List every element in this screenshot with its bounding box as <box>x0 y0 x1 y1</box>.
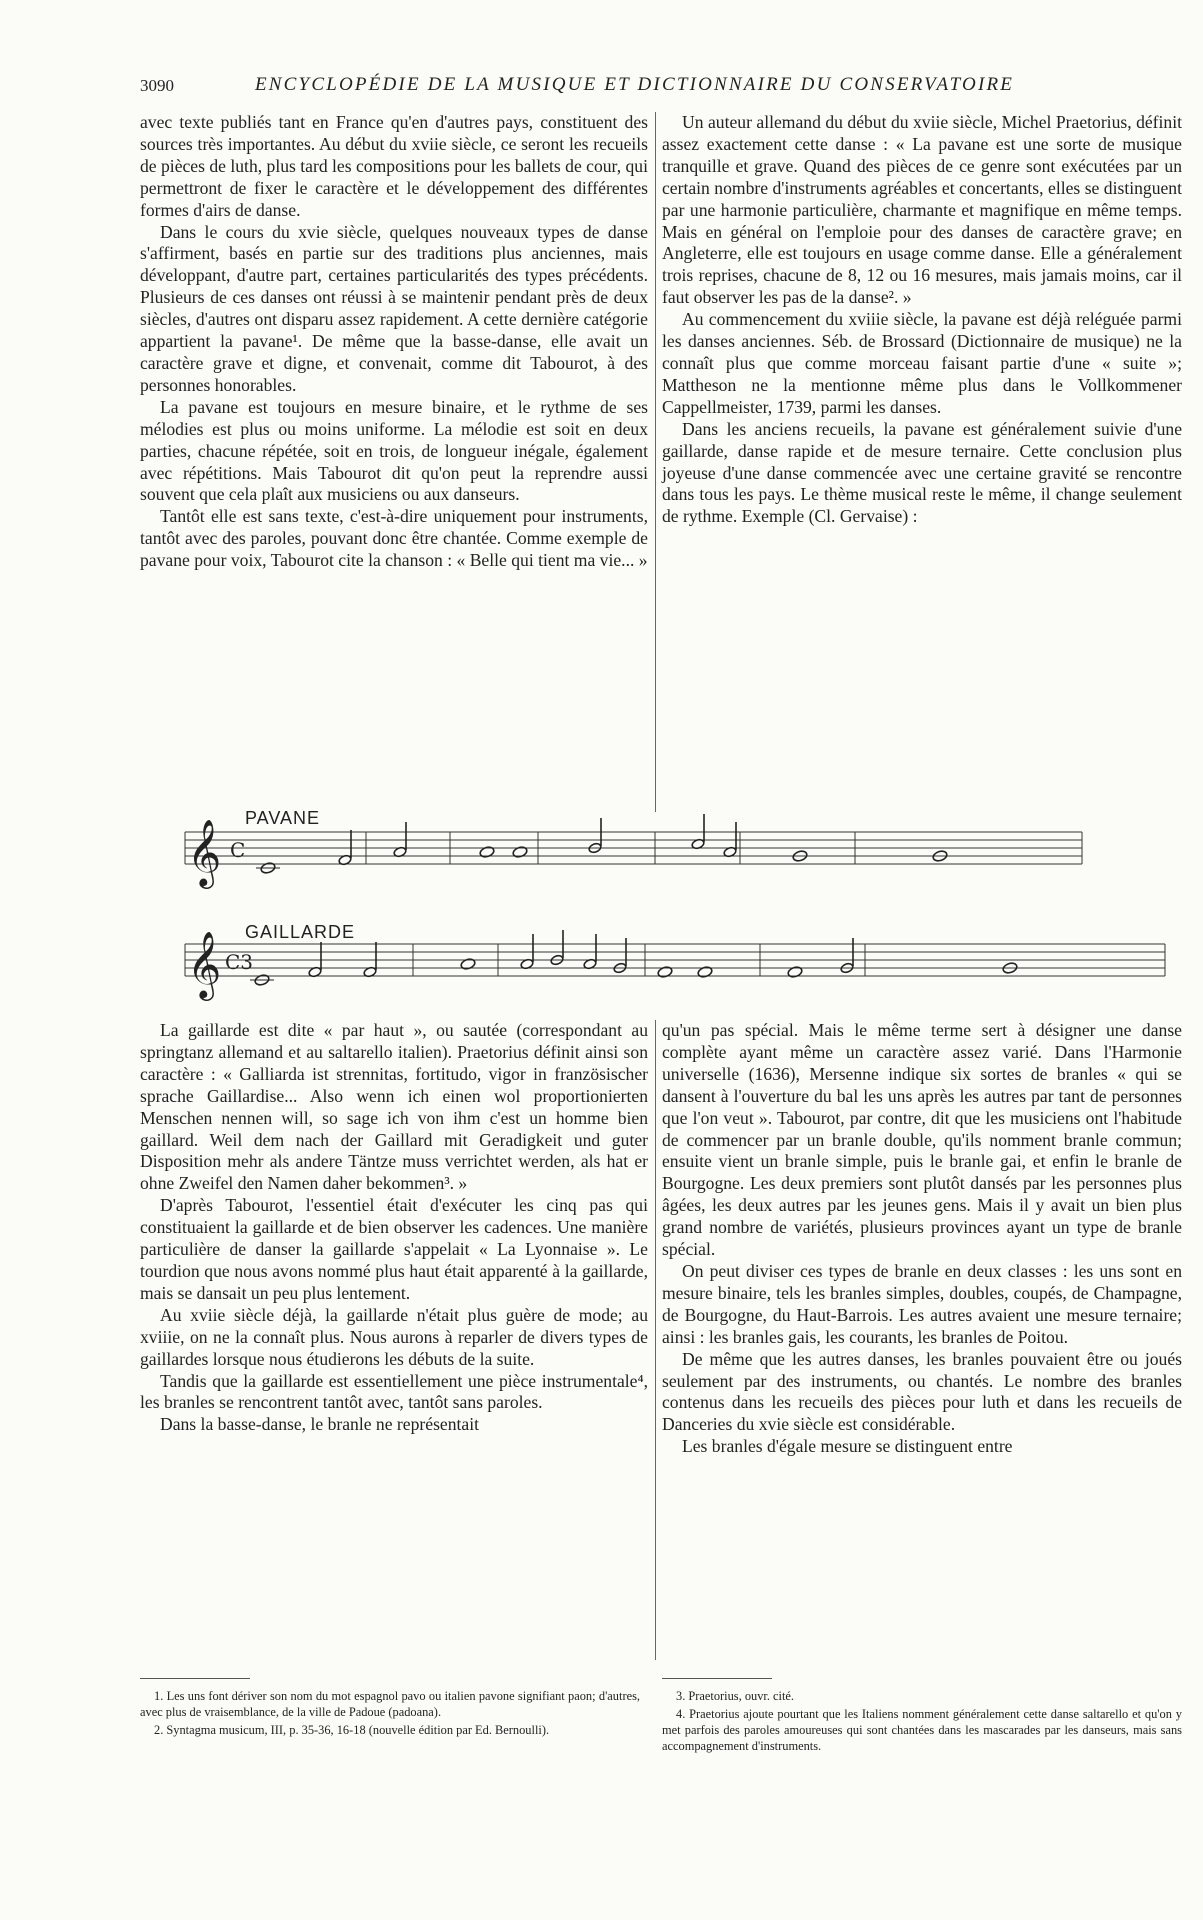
staff-pavane <box>185 832 1082 864</box>
footnote: 3. Praetorius, ouvr. cité. <box>676 1689 795 1703</box>
triple-time-icon <box>225 950 253 974</box>
paragraph: La pavane est toujours en mesure binaire, et le rythme de ses mélodies est plus ou moins uniforme. La mélodie est soit en deux parties, chacune répétée, soit en trois, de longueur inégale, également avec répétitions. Mais Tabourot dit qu'on peut la reprendre aussi souvent que cela plaît aux musiciens ou aux danseurs. <box>140 396 648 505</box>
footnote-rule <box>140 1678 250 1679</box>
treble-clef-icon <box>187 818 221 889</box>
paragraph: Un auteur allemand du début du xviie siècle, Michel Praetorius, définit assez exactement cette danse : « La pavane est une sorte de musique tranquille et grave. Quand des pièces de ce genre sont exécutées par un certain nombre d'instruments agréables et concertants, elles se distinguent par une harmonie particulière, charmante et magnifique en même temps. Mais en général on l'emploie pour des danses de caractère grave; en Angleterre, elle est toujours en usage comme danse. Elle a généralement trois reprises, chacune de 8, 12 ou 16 mesures, mais jamais moins, car il faut observer les pas de la danse². » <box>662 112 1182 308</box>
paragraph: Au commencement du xviiie siècle, la pavane est déjà reléguée parmi les danses anciennes. Séb. de Brossard (Dictionnaire de musique) ne la connaît plus que comme morceau faisant partie d'une « suite »; Mattheson ne la mentionne même plus dans le Vollkommener Cappellmeister, 1739, parmi les danses. <box>662 309 1182 417</box>
paragraph: Au xviie siècle déjà, la gaillarde n'était plus guère de mode; au xviiie, on ne la connaît plus. Nous aurons à reparler de divers types de gaillardes lorsque nous étudierons les débuts de la suite. <box>140 1304 648 1369</box>
page-title: ENCYCLOPÉDIE DE LA MUSIQUE ET DICTIONNAIRE DU CONSERVATOIRE <box>255 74 1015 95</box>
column-divider <box>655 1020 656 1660</box>
right-column-bottom <box>662 1020 1182 1458</box>
pavane-notes <box>256 814 948 874</box>
footnotes-right <box>662 1688 1182 1756</box>
paragraph: Dans le cours du xvie siècle, quelques nouveaux types de danse s'affirment, basés en partie sur des traditions plus anciennes, mais développant, d'autre part, certaines particularités des types précédents. Plusieurs de ces danses ont réussi à se maintenir pendant près de deux siècles, d'autres ont disparu assez rapidement. A cette dernière catégorie appartient la pavane¹. De même que la basse-danse, elle avait un caractère grave et digne, et convenait, comme dit Tabourot, à des personnes honorables. <box>140 221 648 395</box>
paragraph: De même que les autres danses, les branles pouvaient être ou joués seulement par des instruments, ou chantés. Le nombre des branles contenus dans les recueils des pièces pour luth et dans les recueils de Danceries du xvie siècle est considérable. <box>662 1348 1182 1435</box>
footnote: 4. Praetorius ajoute pourtant que les Italiens nomment généralement cette danse saltarello et qu'on y met parfois des paroles amoureuses qui sont chantées dans les mascarades par les danseurs, mais sans accompagnement d'instruments. <box>662 1707 1182 1753</box>
footnotes-left <box>140 1688 640 1740</box>
footnote-rule <box>662 1678 772 1679</box>
paragraph: Tandis que la gaillarde est essentiellement une pièce instrumentale⁴, les branles se rencontrent tantôt avec, tantôt sans paroles. <box>140 1370 648 1413</box>
paragraph: qu'un pas spécial. Mais le même terme sert à désigner une danse complète ayant même un caractère assez varié. Dans l'Harmonie universelle (1636), Mersenne indique six sortes de branles « qui se dansent à l'ouverture du bal les uns après les autres par tant de personnes que l'on veut ». Tabourot, par contre, dit que les musiciens ont l'habitude de commencer par un branle double, qu'ils nomment branle commun; ensuite vient un branle simple, puis le branle gai, et enfin le branle de Bourgogne. Les deux premiers sont plutôt dansés par les personnes plus âgées, les deux autres par les jeunes gens. Mais il y avait un bien plus grand nombre de variétés, plusieurs provinces ayant un type de branle spécial. <box>662 1020 1182 1260</box>
paragraph: On peut diviser ces types de branle en deux classes : les uns sont en mesure binaire, tels les branles simples, doubles, coupés, de Champagne, de Bourgogne, du Haut-Barrois. Les autres avaient une mesure ternaire; ainsi : les branles gais, les courants, les branles de Poitou. <box>662 1260 1182 1347</box>
paragraph: La gaillarde est dite « par haut », ou sautée (correspondant au springtanz allemand et au saltarello italien). Praetorius définit ainsi son caractère : « Galliarda ist strennitas, fortitudo, vigor in französischer sprache Gaillardise... Also wenn ich einen wol proportionierten Menschen nennen will, so sage ich von ihm c'est un homme bien gaillard. Weil dem nach der Gaillard mit Geradigkeit und guter Disposition mehr als andere Täntze muss verrichtet werden, als hat er ohne Zweifel den Namen daher bekommen³. » <box>140 1020 648 1194</box>
common-time-icon <box>230 838 245 862</box>
footnote: 2. Syntagma musicum, III, p. 35-36, 16-18 (nouvelle édition par Ed. Bernoulli). <box>154 1723 550 1737</box>
staff-label-gaillarde: GAILLARDE <box>245 922 356 942</box>
page-number: 3090 <box>140 76 174 95</box>
svg-text:𝄞: 𝄞 <box>187 818 222 886</box>
footnote: 1. Les uns font dériver son nom du mot espagnol pavo ou italien pavone signifiant paon; d'autres, avec plus de vraisemblance, de la ville de Padoue (padoana). <box>140 1689 640 1719</box>
staff-label-pavane: PAVANE <box>245 808 321 828</box>
left-column-bottom <box>140 1020 648 1436</box>
paragraph: D'après Tabourot, l'essentiel était d'exécuter les cinq pas qui constituaient la gaillarde et de bien observer les cadences. Une manière particulière de danser la gaillarde s'appelait « La Lyonnaise ». Le tourdion que nous avons nommé plus haut était apparenté à la gaillarde, mais se dansait un peu plus lentement. <box>140 1195 648 1303</box>
svg-text:C: C <box>230 838 246 862</box>
paragraph: avec texte publiés tant en France qu'en d'autres pays, constituent des sources très importantes. Au début du xviie siècle, ce seront les recueils de pièces de luth, plus tard les compositions pour les ballets de cour, qui permettront de fixer le caractère et le développement des différentes formes d'airs de danse. <box>140 112 648 220</box>
paragraph: Dans la basse-danse, le branle ne représentait <box>160 1414 479 1435</box>
staff-gaillarde <box>185 944 1165 976</box>
paragraph: Dans les anciens recueils, la pavane est généralement suivie d'une gaillarde, danse rapide et de mesure ternaire. Cette conclusion plus joyeuse d'une danse commencée avec une certaine gravité se rencontre dans tous les pays. Le thème musical reste le même, il change seulement de rythme. Exemple (Cl. Gervaise) : <box>662 418 1182 527</box>
svg-text:𝄞: 𝄞 <box>187 930 222 998</box>
paragraph: Tantôt elle est sans texte, c'est-à-dire uniquement pour instruments, tantôt avec des paroles, pouvant donc être chantée. Comme exemple de pavane pour voix, Tabourot cite la chanson : « Belle qui tient ma vie... » <box>140 506 648 571</box>
svg-text:C3: C3 <box>225 950 254 974</box>
gaillarde-notes <box>250 930 1018 986</box>
treble-clef-icon <box>187 930 221 1001</box>
paragraph: Les branles d'égale mesure se distinguent entre <box>682 1436 1013 1457</box>
